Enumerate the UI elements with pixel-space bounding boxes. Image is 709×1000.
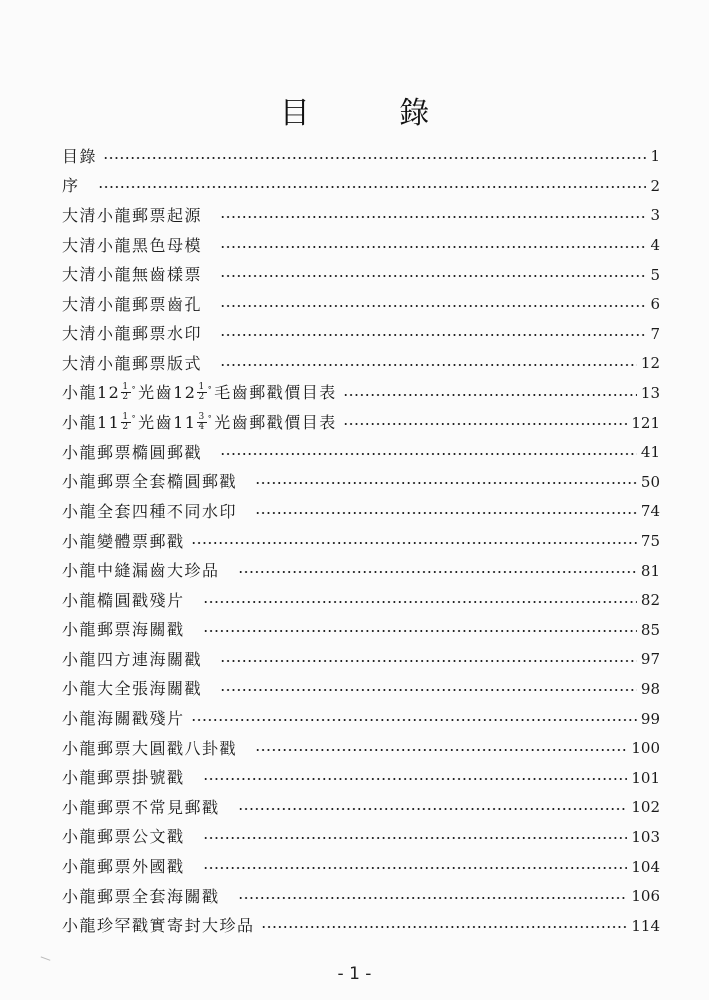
toc-entry-label: 序 <box>62 176 80 196</box>
dot-leader <box>238 808 628 810</box>
toc-entry-label: 大清小龍郵票水印 <box>62 324 203 344</box>
toc-entry[interactable] <box>62 201 660 231</box>
fraction-numerator: 1 <box>122 382 130 393</box>
toc-entry-label: 大清小龍無齒樣票 <box>62 265 203 285</box>
toc-entry-page: 85 <box>640 620 660 639</box>
toc-entry-label: 小龍變體票郵戳 <box>62 531 185 551</box>
paper-mark <box>40 956 51 963</box>
toc-entry[interactable] <box>62 793 660 823</box>
dot-leader <box>220 364 637 366</box>
toc-entry-page: 4 <box>650 236 660 255</box>
toc-entry-label: 小龍郵票全套海關戳 <box>62 886 220 906</box>
toc-entry-label: 小龍橢圓戳殘片 <box>62 590 185 610</box>
toc-entry-page: 2 <box>650 176 660 195</box>
toc-entry-page: 100 <box>631 739 660 758</box>
dot-leader <box>98 186 646 188</box>
toc-entry[interactable] <box>62 468 660 498</box>
toc-entry-label: 小龍郵票橢圓郵戳 <box>62 442 203 462</box>
degree-mark: ° <box>207 384 214 394</box>
toc-entry-page: 7 <box>650 324 660 343</box>
degree-mark: ° <box>131 414 138 424</box>
toc-entry-page: 82 <box>640 591 660 610</box>
toc-entry-page: 41 <box>640 443 660 462</box>
toc-entry-page: 103 <box>631 827 660 846</box>
page-title: 目 錄 <box>279 96 470 131</box>
label-part: 光齒12 <box>138 383 197 403</box>
toc-entry[interactable] <box>62 763 660 793</box>
dot-leader <box>238 897 628 899</box>
fraction <box>197 413 206 432</box>
dot-leader <box>261 926 628 928</box>
toc-entry-page: 99 <box>640 709 660 728</box>
label-part: 光齒11 <box>138 412 197 432</box>
toc-entry-label: 小龍全套四種不同水印 <box>62 501 238 521</box>
fraction <box>121 383 130 402</box>
page-number: - 1 - <box>337 964 372 984</box>
degree-mark: ° <box>207 414 214 424</box>
dot-leader <box>203 601 637 603</box>
toc-entry-label <box>62 411 337 433</box>
toc-entry-label: 小龍郵票公文戳 <box>62 827 185 847</box>
dot-leader <box>220 334 646 336</box>
toc-entry-label: 小龍四方連海關戳 <box>62 649 203 669</box>
dot-leader <box>220 453 637 455</box>
fraction <box>121 413 130 432</box>
toc-entry-label: 大清小龍郵票起源 <box>62 205 203 225</box>
toc-entry[interactable] <box>62 497 660 527</box>
toc-entry[interactable] <box>62 823 660 853</box>
toc-entry-page: 6 <box>650 295 660 314</box>
fraction-denominator: 4 <box>198 421 206 432</box>
dot-leader <box>255 482 637 484</box>
toc-entry-page: 5 <box>650 265 660 284</box>
toc-entry-label: 小龍郵票掛號戳 <box>62 768 185 788</box>
toc-entry-label <box>62 384 337 403</box>
toc-entry[interactable] <box>62 556 660 586</box>
dot-leader <box>191 719 637 721</box>
dot-leader <box>191 542 637 544</box>
toc-entry-page: 74 <box>640 502 660 521</box>
fraction-numerator: 1 <box>198 382 206 393</box>
dot-leader <box>103 157 646 159</box>
toc-entry[interactable] <box>62 704 660 734</box>
toc-entry-page: 106 <box>631 887 660 906</box>
toc-entry-page: 50 <box>640 472 660 491</box>
toc-entry[interactable] <box>62 142 660 172</box>
dot-leader <box>255 512 637 514</box>
toc-entry-page: 75 <box>640 532 660 551</box>
toc-entry-label: 大清小龍郵票齒孔 <box>62 294 203 314</box>
toc-entry[interactable] <box>62 349 660 379</box>
toc-entry[interactable] <box>62 675 660 705</box>
toc-entry-page: 1 <box>650 147 660 166</box>
fraction-denominator: 2 <box>122 392 130 403</box>
dot-leader <box>220 216 646 218</box>
fraction-denominator: 2 <box>122 421 130 432</box>
toc-entry-label: 小龍海關戳殘片 <box>62 709 185 729</box>
toc-entry[interactable] <box>62 290 660 320</box>
toc-entry-page: 114 <box>631 916 660 935</box>
toc-entry-page: 3 <box>650 206 660 225</box>
toc-entry-label: 小龍郵票全套橢圓郵戳 <box>62 472 238 492</box>
toc-entry-page: 98 <box>640 679 660 698</box>
toc-entry[interactable] <box>62 379 660 409</box>
dot-leader <box>203 837 628 839</box>
toc-entry[interactable] <box>62 527 660 557</box>
dot-leader <box>343 423 628 425</box>
label-part: 毛齒郵戳價目表 <box>214 383 337 403</box>
toc-entry-label: 小龍郵票海關戳 <box>62 620 185 640</box>
toc-entry-label: 小龍珍罕戳實寄封大珍品 <box>62 916 255 936</box>
fraction-numerator: 1 <box>122 411 130 422</box>
toc-entry[interactable] <box>62 882 660 912</box>
fraction-denominator: 2 <box>198 392 206 403</box>
toc-entry[interactable] <box>62 645 660 675</box>
label-part: 小龍11 <box>62 412 121 432</box>
toc-entry-label: 目錄 <box>62 146 98 166</box>
toc-entry-page: 121 <box>631 413 660 432</box>
toc-entry-label: 大清小龍黑色母模 <box>62 235 203 255</box>
label-part: 光齒郵戳價目表 <box>214 412 337 432</box>
toc-entry[interactable] <box>62 320 660 350</box>
toc-entry-label: 小龍郵票大圓戳八卦戳 <box>62 738 238 758</box>
toc-entry-label: 小龍郵票外國戳 <box>62 857 185 877</box>
dot-leader <box>220 660 637 662</box>
toc-entry-page: 97 <box>640 650 660 669</box>
table-of-contents <box>62 142 660 941</box>
toc-entry-page: 102 <box>631 798 660 817</box>
toc-entry-page: 101 <box>631 768 660 787</box>
toc-entry-label: 小龍郵票不常見郵戳 <box>62 797 220 817</box>
toc-entry[interactable] <box>62 852 660 882</box>
toc-entry[interactable] <box>62 911 660 941</box>
toc-entry[interactable] <box>62 172 660 202</box>
dot-leader <box>220 305 646 307</box>
toc-entry[interactable] <box>62 616 660 646</box>
toc-entry[interactable] <box>62 438 660 468</box>
dot-leader <box>220 689 637 691</box>
dot-leader <box>220 246 646 248</box>
toc-entry-label: 小龍中縫漏齒大珍品 <box>62 561 220 581</box>
toc-entry-page: 104 <box>631 857 660 876</box>
toc-entry[interactable] <box>62 231 660 261</box>
degree-mark: ° <box>131 384 138 394</box>
toc-entry-label: 大清小龍郵票版式 <box>62 353 203 373</box>
dot-leader <box>238 571 637 573</box>
fraction-numerator: 3 <box>198 411 206 422</box>
toc-entry-page: 12 <box>640 354 660 373</box>
dot-leader <box>255 749 627 751</box>
dot-leader <box>203 630 637 632</box>
fraction <box>197 383 206 402</box>
toc-entry[interactable] <box>62 260 660 290</box>
dot-leader <box>343 394 637 396</box>
toc-entry-page: 13 <box>640 384 660 403</box>
toc-entry-label: 小龍大全張海關戳 <box>62 679 203 699</box>
dot-leader <box>203 867 628 869</box>
toc-entry[interactable] <box>62 408 660 438</box>
toc-entry-page: 81 <box>640 561 660 580</box>
label-part: 小龍12 <box>62 383 121 403</box>
dot-leader <box>220 275 646 277</box>
toc-entry[interactable] <box>62 734 660 764</box>
toc-entry[interactable] <box>62 586 660 616</box>
dot-leader <box>203 778 628 780</box>
